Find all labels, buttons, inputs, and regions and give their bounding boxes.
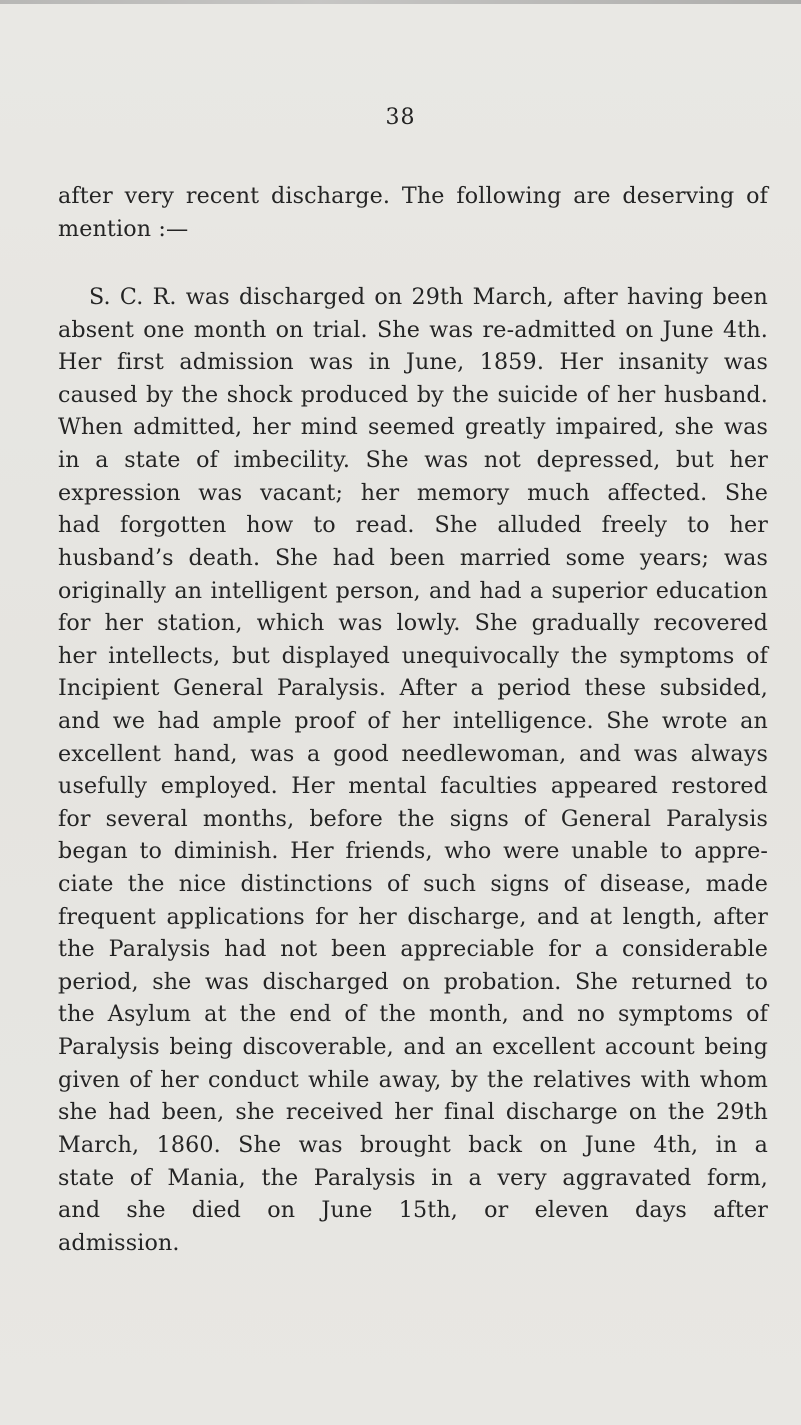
text-line: ciate the nice distinctions of such signs of disease, made — [58, 871, 768, 897]
text-line: absent one month on trial. She was re-admitted on June 4th. — [58, 317, 768, 343]
text-line: for several months, before the signs of General Paralysis — [58, 806, 768, 832]
text-line: husband’s death. She had been married some years; was — [58, 545, 768, 571]
text-line: Her first admission was in June, 1859. Her insanity was — [58, 349, 768, 375]
text-line: excellent hand, was a good needlewoman, and was always — [58, 741, 768, 767]
text-line: expression was vacant; her memory much affected. She — [58, 480, 768, 506]
text-line: period, she was discharged on probation. She returned to — [58, 969, 768, 995]
page-number: 38 — [385, 105, 416, 130]
text-line: mention :— — [58, 216, 189, 242]
text-line: the Paralysis had not been appreciable for a considerable — [58, 936, 768, 962]
text-line: and she died on June 15th, or eleven days after — [58, 1197, 768, 1223]
text-line: the Asylum at the end of the month, and no symptoms of — [58, 1001, 768, 1027]
text-line: her intellects, but displayed unequivocally the symptoms of — [58, 643, 768, 669]
text-line: for her station, which was lowly. She gradually recovered — [58, 610, 768, 636]
text-line: she had been, she received her final discharge on the 29th — [58, 1099, 768, 1125]
text-line: frequent applications for her discharge, and at length, after — [58, 904, 768, 930]
text-line: and we had ample proof of her intelligence. She wrote an — [58, 708, 768, 734]
text-line: had forgotten how to read. She alluded freely to her — [58, 512, 768, 538]
text-line: usefully employed. Her mental faculties appeared restored — [58, 773, 768, 799]
paragraph-start-line: S. C. R. was discharged on 29th March, after having been — [89, 284, 768, 310]
text-line: originally an intelligent person, and had a superior education — [58, 578, 768, 604]
text-line: March, 1860. She was brought back on June 4th, in a — [58, 1132, 768, 1158]
text-line: Paralysis being discoverable, and an excellent account being — [58, 1034, 768, 1060]
text-line: Incipient General Paralysis. After a period these subsided, — [58, 675, 768, 701]
text-line: caused by the shock produced by the suicide of her husband. — [58, 382, 768, 408]
text-line: given of her conduct while away, by the relatives with whom — [58, 1067, 768, 1093]
text-line: began to diminish. Her friends, who were unable to appre- — [58, 838, 768, 864]
text-line: When admitted, her mind seemed greatly impaired, she was — [58, 414, 768, 440]
text-line: in a state of imbecility. She was not depressed, but her — [58, 447, 768, 473]
text-line: admission. — [58, 1230, 180, 1256]
text-line: after very recent discharge. The following are deserving of — [58, 183, 768, 209]
text-line: state of Mania, the Paralysis in a very aggravated form, — [58, 1165, 768, 1191]
